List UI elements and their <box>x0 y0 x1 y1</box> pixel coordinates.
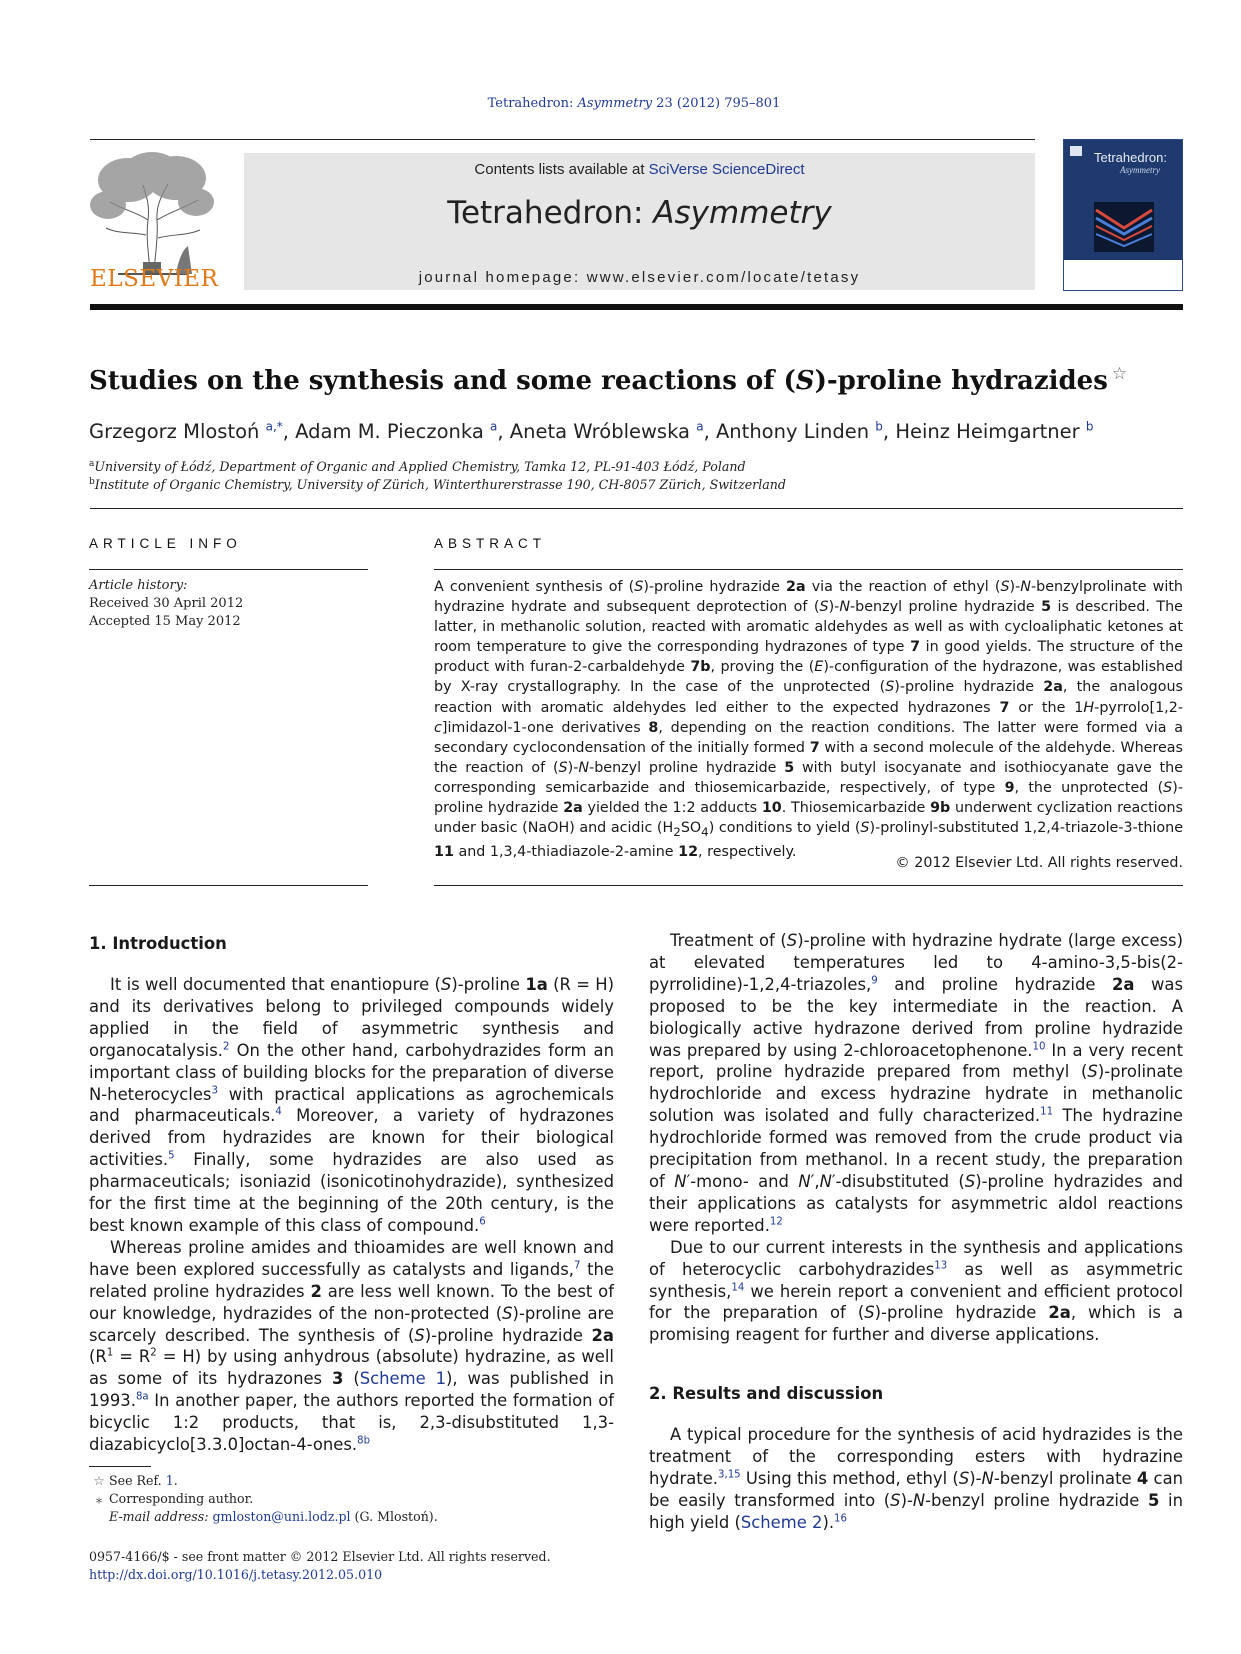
body-column-left <box>89 930 614 1456</box>
divider <box>434 885 1183 886</box>
email-link[interactable]: gmloston@uni.lodz.pl <box>212 1509 351 1524</box>
cover-badge <box>1070 146 1082 156</box>
body-column-right <box>649 930 1183 1534</box>
scheme-1-link[interactable]: Scheme 1 <box>359 1369 446 1389</box>
article-history <box>89 577 243 631</box>
author-affiliation-mark[interactable]: b <box>875 419 883 434</box>
header-rule <box>90 139 1035 140</box>
author-affiliation-mark[interactable]: a <box>490 419 498 434</box>
abstract-heading: ABSTRACT <box>434 536 547 551</box>
journal-banner <box>244 153 1035 290</box>
cover-subtitle: Asymmetry <box>1120 165 1160 175</box>
received-date: Received 30 April 2012 <box>89 596 244 611</box>
paragraph: Treatment of (S)-proline with hydrazine hydrate (large excess) at elevated temperatures led to 4-amino-3,5-bis(2-pyrrolidine)-1,2,4-triazoles,$^9$ and proline hydrazide 2a was proposed to be the key intermediate in the reaction. A biologically active hydrazone derived from proline hydrazide was prepared by using 2-chloroacetophenone.$^{10}$ In a very recent report, proline hydrazide prepared from methyl (S)-prolinate hydrochloride and excess hydrazine hydrate in methanolic solution was isolated and fully characterized.$^{11}$ The hydrazine hydrochloride formed was removed from the crude product via precipitation from methanol. In a recent study, the preparation of N′-mono- and N′,N′-disubstituted (S)-proline hydrazides and their applications as catalysts for asymmetric aldol reactions were reported.$^{12}$ <box>649 931 1184 1235</box>
author-name[interactable]: Aneta Wróblewska <box>509 420 690 443</box>
article-info-heading: ARTICLE INFO <box>89 536 242 551</box>
cover-title: Tetrahedron: <box>1094 150 1167 165</box>
section-heading-introduction: 1. Introduction <box>89 934 227 953</box>
journal-homepage-link[interactable]: journal homepage: www.elsevier.com/locate/tetasy <box>418 269 861 286</box>
author-name[interactable]: Adam M. Pieczonka <box>295 420 484 443</box>
doi-link[interactable]: http://dx.doi.org/10.1016/j.tetasy.2012.05.010 <box>89 1567 383 1582</box>
footnote-star-icon: ☆ <box>93 1473 105 1488</box>
author-name[interactable]: Heinz Heimgartner <box>895 420 1080 443</box>
author-affiliation-mark[interactable]: a,* <box>265 419 283 434</box>
footnote-star: ☆ See Ref. 1. <box>89 1472 438 1490</box>
copyright-notice: © 2012 Elsevier Ltd. All rights reserved. <box>895 855 1183 871</box>
scheme-2-link[interactable]: Scheme 2 <box>740 1512 823 1532</box>
accepted-date: Accepted 15 May 2012 <box>89 614 241 629</box>
elsevier-wordmark: ELSEVIER <box>90 266 219 292</box>
journal-cover-image[interactable] <box>1063 139 1183 291</box>
divider <box>89 885 368 886</box>
history-label: Article history: <box>89 578 188 593</box>
footnotes <box>89 1472 438 1526</box>
footnote-email: E-mail address: gmloston@uni.lodz.pl (G. Mlostoń). <box>109 1509 438 1524</box>
cover-artwork <box>1094 202 1154 252</box>
reference-1-link[interactable]: 1 <box>165 1473 174 1488</box>
title-footnote-star-icon[interactable]: ☆ <box>1111 364 1128 384</box>
paragraph: Due to our current interests in the synthesis and applications of heterocyclic carbohydrazides$^{13}$ as well as asymmetric synthesis,$^{14}$ we herein report a convenient and efficient protocol for the preparation of (S)-proline hydrazide 2a, which is a promising reagent for further and diverse applications. <box>649 1237 1183 1345</box>
author-affiliation-mark[interactable]: a <box>696 419 704 434</box>
footnote-rule <box>89 1466 151 1467</box>
contents-line: Contents lists available at SciVerse ScienceDirect <box>474 161 805 178</box>
journal-name: Tetrahedron: Asymmetry <box>447 195 832 231</box>
paragraph: A typical procedure for the synthesis of acid hydrazides is the treatment of the corresponding esters with hydrazine hydrate.$^{3,15}$ Using this method, ethyl (S)-N-benzyl prolinate 4 can be easily transformed into (S)-N-benzyl proline hydrazide 5 in high yield (Scheme 2).$^{16}$ <box>649 1425 1184 1532</box>
issn-line: 0957-4166/$ - see front matter © 2012 Elsevier Ltd. All rights reserved. <box>89 1549 551 1564</box>
footnote-corresponding: ⁎ Corresponding author. <box>89 1490 438 1508</box>
section-heading-results: 2. Results and discussion <box>649 1384 884 1404</box>
journal-reference[interactable]: Tetrahedron: Asymmetry 23 (2012) 795–801 <box>487 96 781 111</box>
header-thick-rule <box>90 304 1183 310</box>
bottom-info <box>89 1548 551 1584</box>
asterisk-icon: ⁎ <box>95 1491 103 1506</box>
divider <box>90 508 1183 509</box>
divider <box>434 569 1183 570</box>
paragraph: Whereas proline amides and thioamides are well known and have been explored successfully as catalysts and ligands,$^7$ the related proline hydrazides 2 are less well known. To the best of our knowledge, hydrazides of the non-protected (S)-proline are scarcely described. The synthesis of (S)-proline hydrazide 2a $(R^1 = R^2 = H)$ by using anhydrous (absolute) hydrazine, as well as some of its hydrazones 3 (Scheme 1), was published in 1993.$^{8a}$ In another paper, the authors reported the formation of bicyclic 1:2 products, that is, 2,3-disubstituted 1,3-diazabicyclo[3.3.0]octan-4-ones.$^{8b}$ <box>89 1237 615 1455</box>
abstract-body: A convenient synthesis of (S)-proline hydrazide 2a via the reaction of ethyl (S)-N-benzylprolinate with hydrazine hydrate and subsequent deprotection of (S)-N-benzyl proline hydrazide 5 is described. The latter, in methanolic solution, reacted with aromatic aldehydes as well as with cycloaliphatic ketones at room temperature to give the corresponding hydrazones of type 7 in good yields. The structure of the product with furan-2-carbaldehyde 7b, proving the (E)-configuration of the hydrazone, was established by X-ray crystallography. In the case of the unprotected (S)-proline hydrazide 2a, the analogous reaction with aromatic aldehydes led either to the expected hydrazones 7 or the 1H-pyrrolo[1,2-c]imidazol-1-one derivatives 8, depending on the reaction conditions. The latter were formed via a secondary cyclocondensation of the initially formed 7 with a second molecule of the aldehyde. Whereas the reaction of (S)-N-benzyl proline hydrazide 5 with butyl isocyanate and isothiocyanate gave the corresponding semicarbazide and thiosemicarbazide, respectively, of type 9, the unprotected (S)-proline hydrazide 2a yielded the 1:2 adducts 10. Thiosemicarbazide 9b underwent cyclization reactions under basic (NaOH) and acidic $(H_2SO_4)$ conditions to yield (S)-prolinyl-substituted 1,2,4-triazole-3-thione 11 and 1,3,4-thiadiazole-2-amine 12, respectively. <box>434 579 1184 861</box>
affiliation-b: $^b$Institute of Organic Chemistry, University of Zürich, Winterthurerstrasse 190, CH-8057 Zürich, Switzerland <box>89 476 786 492</box>
article-title: Studies on the synthesis and some reactions of (S)-proline hydrazides ☆ <box>89 364 1128 396</box>
divider <box>89 569 368 570</box>
sciencedirect-link[interactable]: SciVerse ScienceDirect <box>648 161 805 178</box>
author-affiliation-mark[interactable]: b <box>1085 419 1094 434</box>
paragraph: It is well documented that enantiopure (S)-proline 1a (R = H) and its derivatives belong to privileged compounds widely applied in the field of asymmetric synthesis and organocatalysis.$^2$ On the other hand, carbohydrazides form an important class of building blocks for the preparation of diverse N-heterocycles$^3$ with practical applications as agrochemicals and pharmaceuticals.$^4$ Moreover, a variety of hydrazones derived from hydrazides are known for their biological activities.$^5$ Finally, some hydrazides are also used as pharmaceuticals; isoniazid (isonicotinohydrazide), synthesized for the first time at the beginning of the 20th century, is the best known example of this class of compound.$^6$ <box>89 975 615 1235</box>
author-name[interactable]: Anthony Linden <box>715 420 870 443</box>
affiliation-a: $^a$University of Łódź, Department of Organic and Applied Chemistry, Tamka 12, PL-91-403 Łódź, Poland <box>89 458 746 474</box>
cover-footer <box>1064 260 1182 290</box>
author-name[interactable]: Grzegorz Mlostoń <box>89 420 260 443</box>
author-list: Grzegorz Mlostoń $^{a,*}$, Adam M. Pieczonka $^a$, Aneta Wróblewska $^a$, Anthony Linden $^b$, Heinz Heimgartner $^b$ <box>89 419 1094 443</box>
